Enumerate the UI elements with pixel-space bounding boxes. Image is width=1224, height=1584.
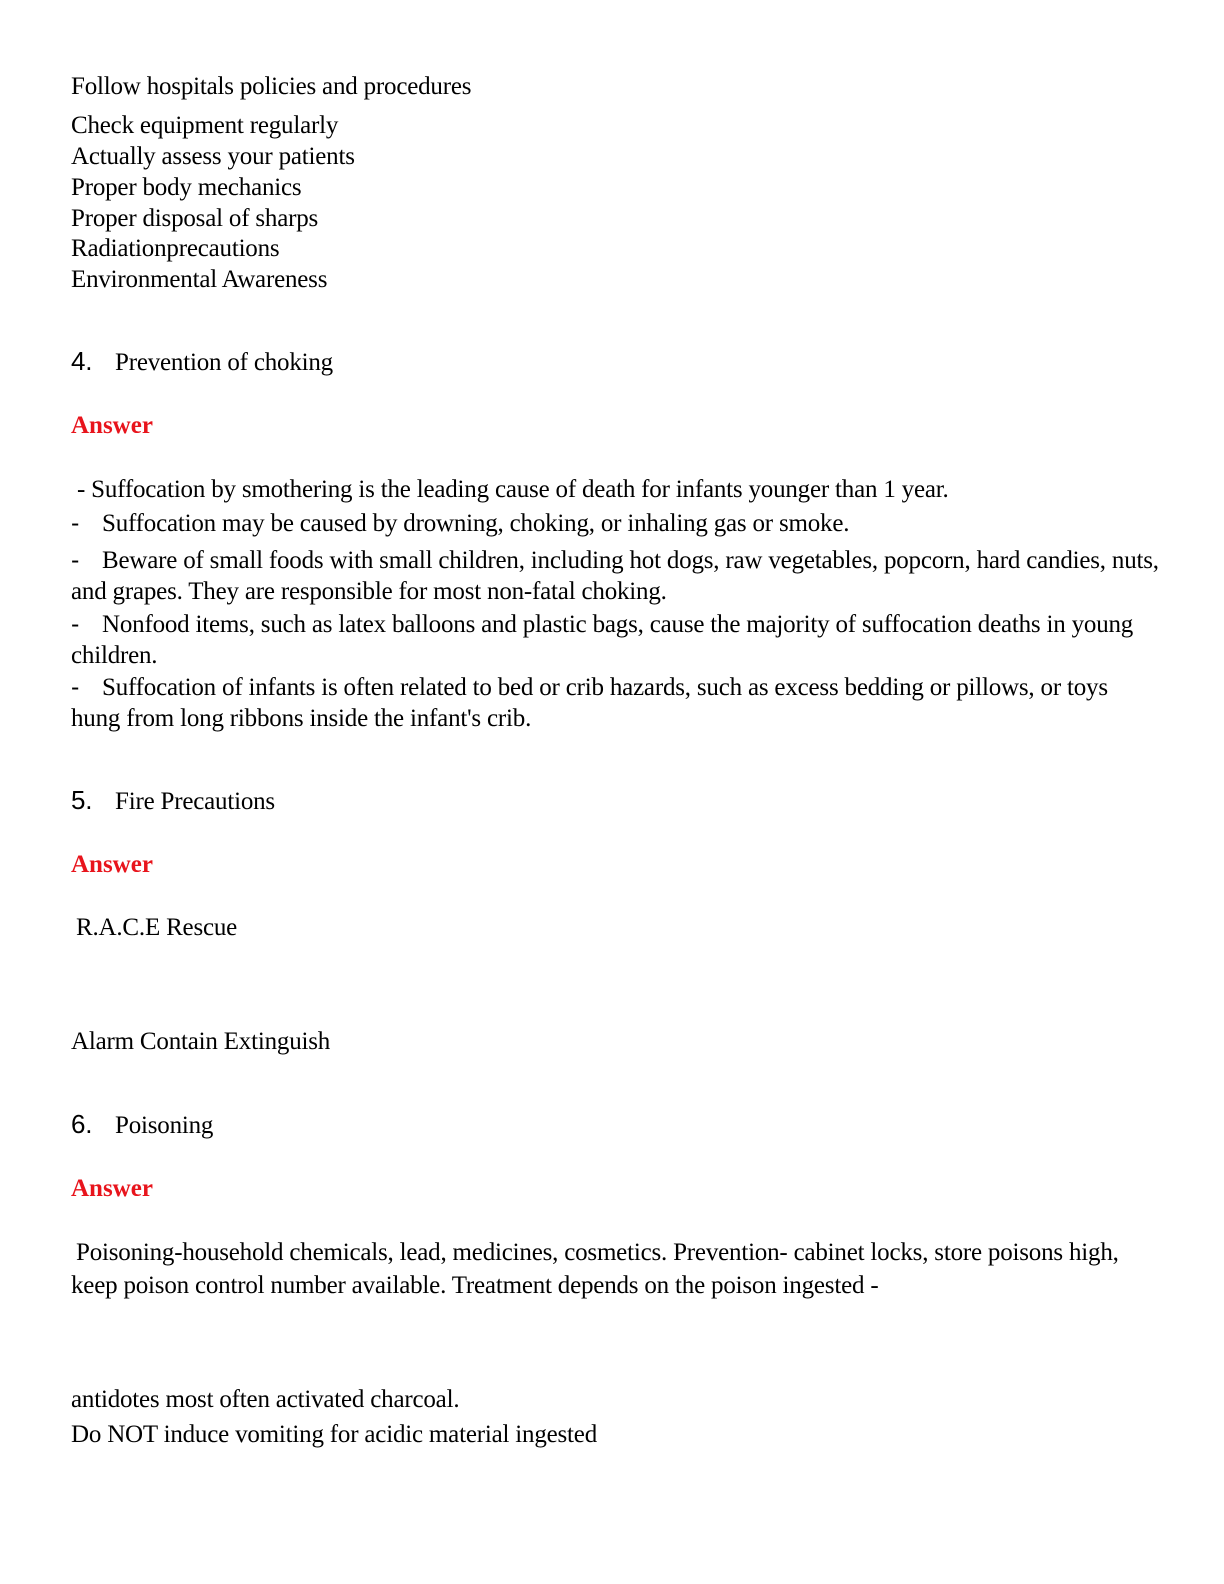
bullet-text: Nonfood items, such as latex balloons and plastic bags, cause the majority of suffocation deaths in young children. xyxy=(71,611,1134,669)
dash-marker: - xyxy=(71,509,80,537)
answer-line: R.A.C.E Rescue xyxy=(76,914,238,941)
list-item: Radiationprecautions xyxy=(71,235,280,262)
bullet-item xyxy=(71,508,1161,539)
question-title: Poisoning xyxy=(115,1112,214,1139)
list-item: Environmental Awareness xyxy=(71,266,328,293)
question-number: 4. xyxy=(71,346,93,376)
answer-line: Do NOT induce vomiting for acidic material ingested xyxy=(71,1421,597,1448)
dash-marker: - xyxy=(71,610,80,638)
answer-line: - Suffocation by smothering is the leading cause of death for infants younger than 1 year. xyxy=(77,476,949,503)
bullet-text: Beware of small foods with small children, including hot dogs, raw vegetables, popcorn, hard candies, nuts, and grapes. They are responsible for most non-fatal choking. xyxy=(71,547,1159,605)
list-item: Proper body mechanics xyxy=(71,174,302,201)
bullet-text: Suffocation may be caused by drowning, choking, or inhaling gas or smoke. xyxy=(102,510,850,537)
bullet-item xyxy=(71,672,1161,734)
list-item: Check equipment regularly xyxy=(71,112,339,139)
list-item: Actually assess your patients xyxy=(71,143,355,170)
bullet-item xyxy=(71,545,1161,607)
answer-label: Answer xyxy=(71,851,153,878)
bullet-item xyxy=(71,609,1161,671)
answer-line: Alarm Contain Extinguish xyxy=(71,1028,331,1055)
question-heading-4 xyxy=(71,346,333,378)
answer-paragraph: Poisoning-household chemicals, lead, medicines, cosmetics. Prevention- cabinet locks, store poisons high, keep poison control number available. Treatment depends on the poison ingested - xyxy=(71,1239,1119,1299)
list-item: Proper disposal of sharps xyxy=(71,205,319,232)
question-heading-5 xyxy=(71,785,275,817)
question-number: 5. xyxy=(71,785,93,815)
answer-label: Answer xyxy=(71,412,153,439)
question-number: 6. xyxy=(71,1109,93,1139)
list-item: Follow hospitals policies and procedures xyxy=(71,73,472,100)
dash-marker: - xyxy=(71,546,80,574)
bullet-text: Suffocation of infants is often related to bed or crib hazards, such as excess bedding or pillows, or toys hung from long ribbons inside the infant's crib. xyxy=(71,674,1108,732)
answer-line: antidotes most often activated charcoal. xyxy=(71,1386,460,1413)
answer-label: Answer xyxy=(71,1175,153,1202)
question-heading-6 xyxy=(71,1109,213,1141)
dash-marker: - xyxy=(71,673,80,701)
question-title: Prevention of choking xyxy=(115,349,333,376)
question-title: Fire Precautions xyxy=(115,788,275,815)
